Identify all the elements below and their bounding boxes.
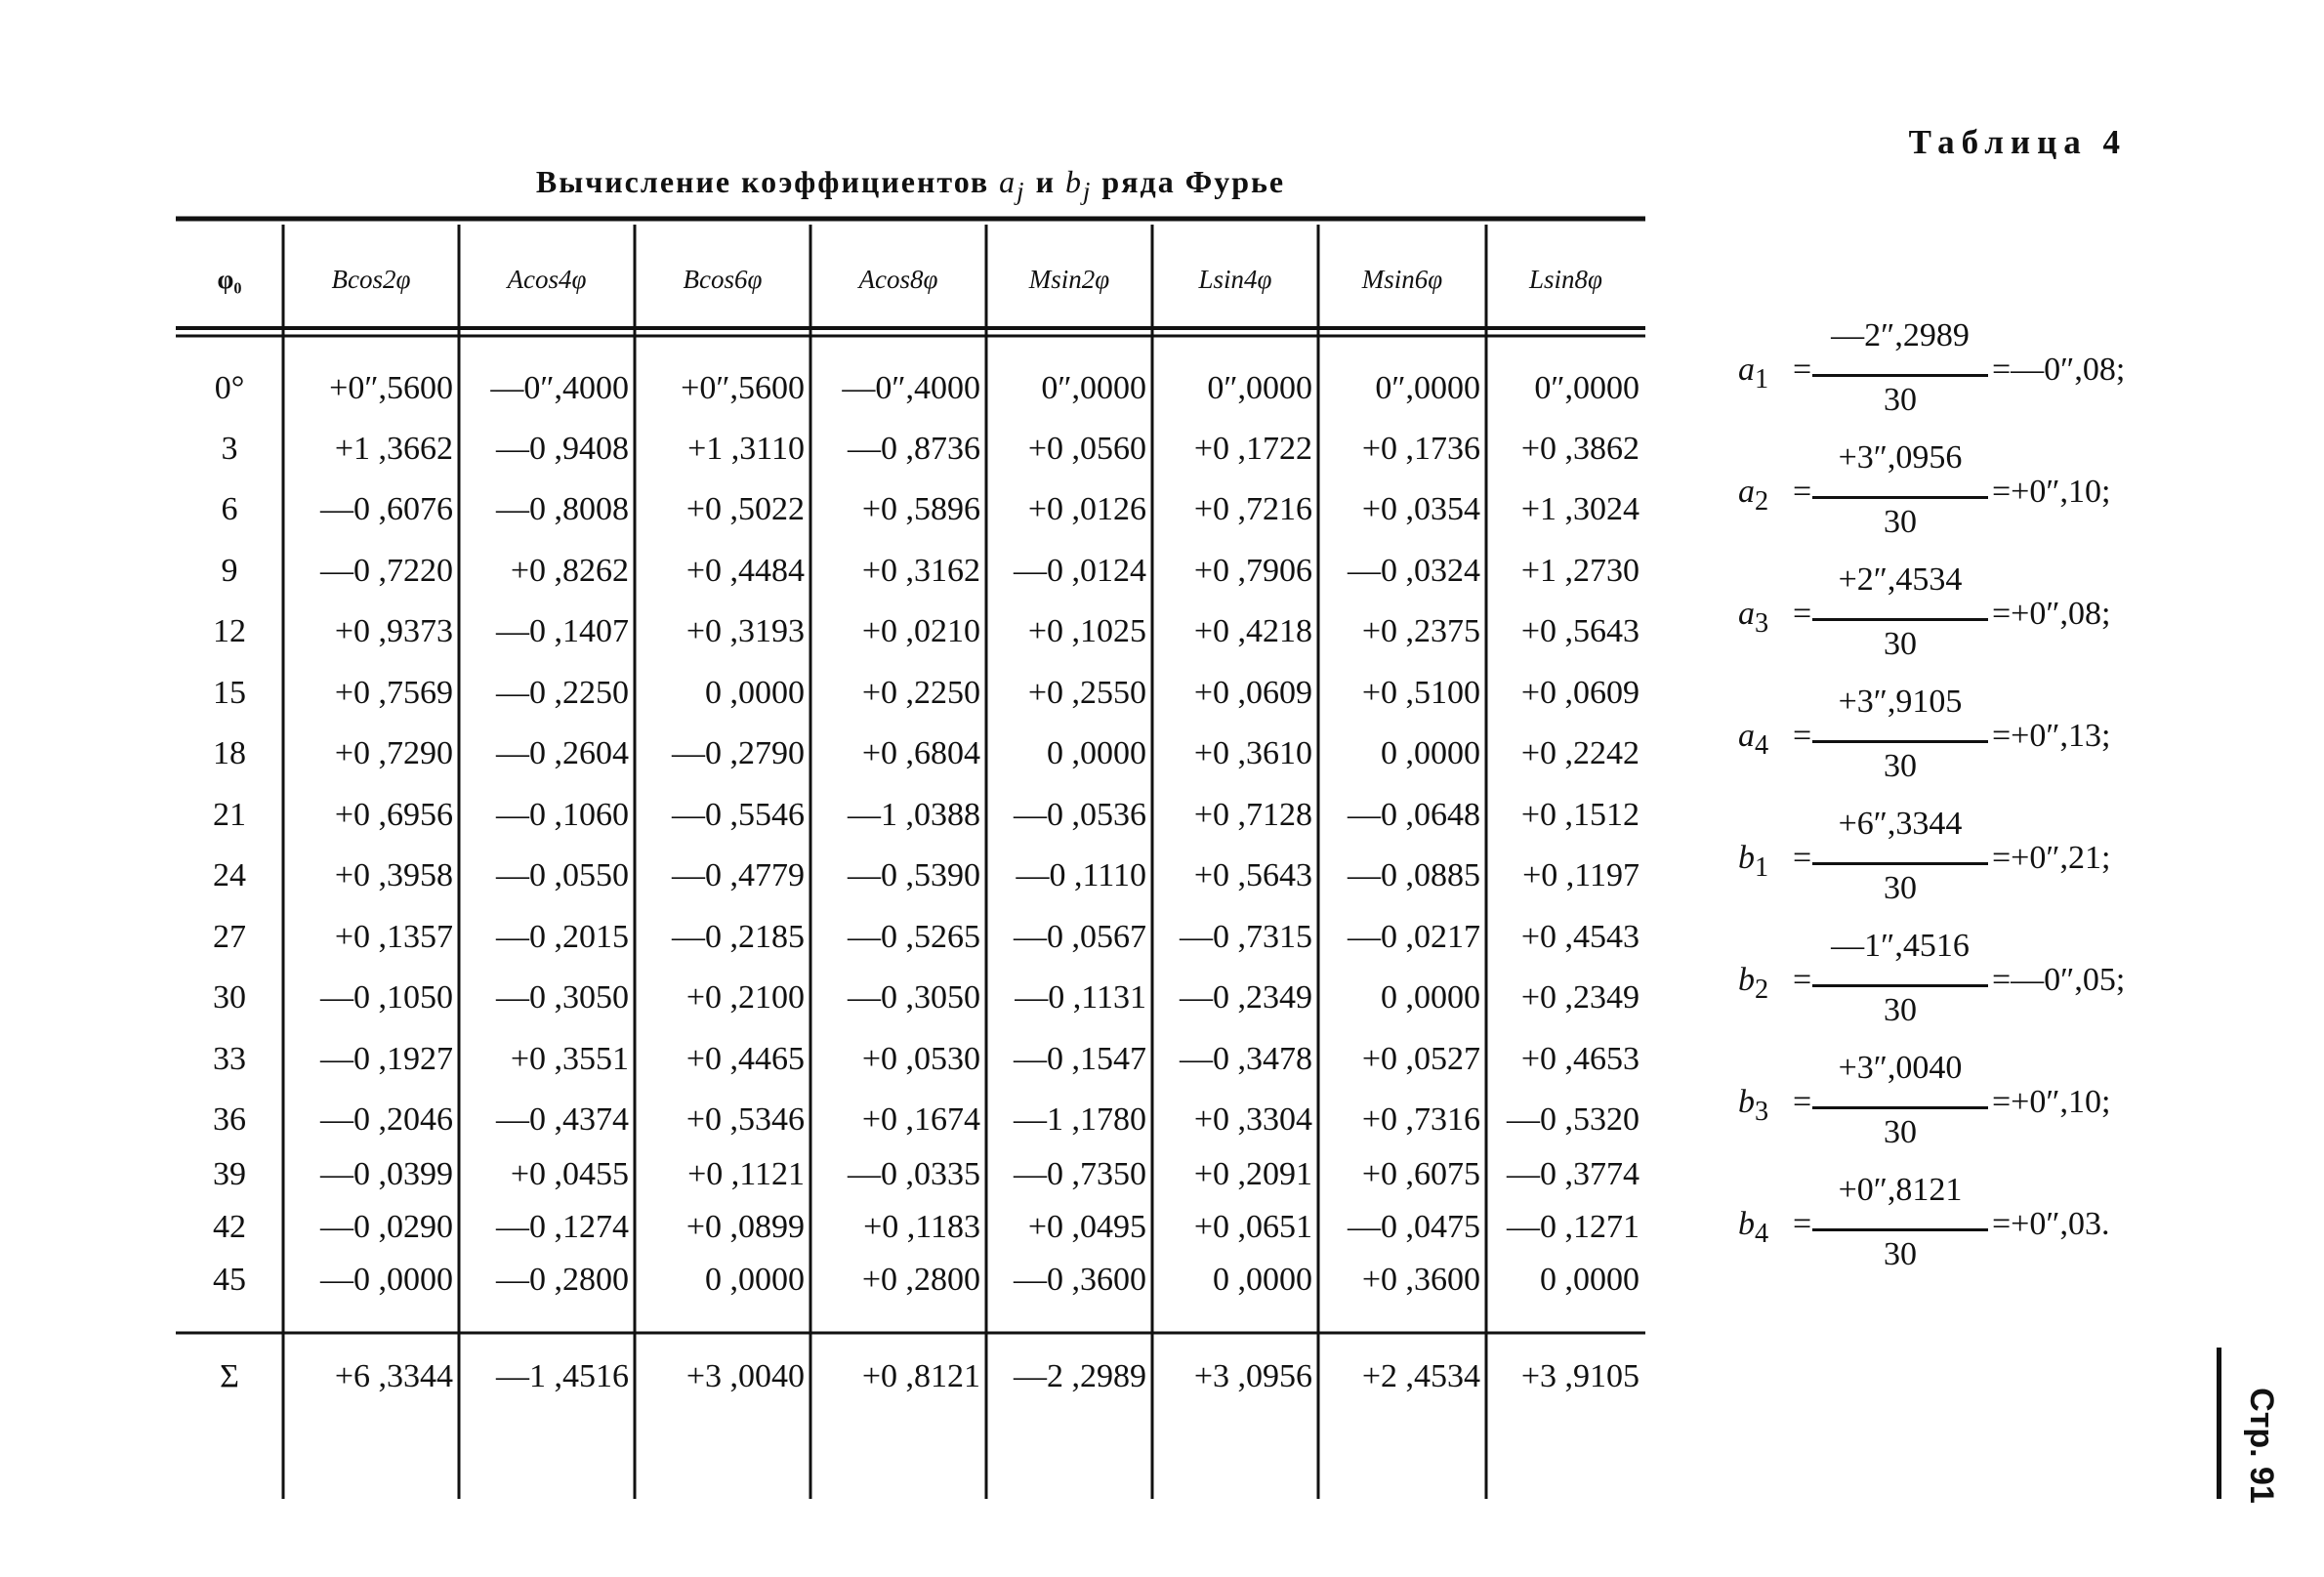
table-row-cell: —0 ,7315: [1180, 919, 1312, 955]
formula-equals: =: [1793, 474, 1812, 510]
formula-sub: 1: [1755, 851, 1769, 883]
table-row-cell: —0 ,7220: [320, 553, 453, 589]
table-row-cell: +0 ,4653: [1520, 1041, 1639, 1077]
table-row-cell: —0 ,3600: [1014, 1262, 1146, 1298]
table-row-phi: 39: [213, 1156, 246, 1192]
table-row-phi: 9: [221, 553, 238, 589]
table-row-cell: +0 ,7216: [1193, 491, 1312, 527]
formula-denominator: 30: [1884, 382, 1917, 418]
formula-result: =+0″,03.: [1992, 1206, 2110, 1242]
table-row-cell: +1 ,3662: [334, 431, 453, 467]
table-row-cell: —0 ,2604: [496, 735, 629, 771]
table-row-cell: 0 ,0000: [1213, 1262, 1312, 1298]
table-row-cell: —0 ,9408: [496, 431, 629, 467]
table-row-cell: +0 ,4218: [1193, 613, 1312, 649]
table-row-phi: 15: [213, 675, 246, 711]
table-row-cell: +0 ,0609: [1193, 675, 1312, 711]
table-row-cell: +0 ,5100: [1361, 675, 1480, 711]
table-row-cell: +0 ,2349: [1520, 979, 1639, 1016]
table-row-cell: —0 ,2015: [496, 919, 629, 955]
table-row-cell: —0 ,5265: [848, 919, 980, 955]
table-row-cell: +0 ,2091: [1193, 1156, 1312, 1192]
table-row-cell: +0 ,0560: [1027, 431, 1146, 467]
table-row-phi: 30: [213, 979, 246, 1016]
table-row-phi: 33: [213, 1041, 246, 1077]
table-row-cell: —0 ,0550: [496, 857, 629, 893]
sum-row-cell: +3 ,0040: [685, 1358, 805, 1394]
table-row-cell: +0 ,3193: [685, 613, 805, 649]
table-row-cell: —0″,4000: [490, 370, 629, 406]
formula-var: a: [1738, 718, 1755, 754]
table-row-cell: 0 ,0000: [705, 1262, 805, 1298]
table-row-phi: 27: [213, 919, 246, 955]
formula-result: =—0″,05;: [1992, 962, 2126, 998]
table-row-cell: —0 ,8736: [848, 431, 980, 467]
table-row-cell: —0 ,0290: [320, 1209, 453, 1245]
formula-sub: 3: [1755, 1096, 1769, 1127]
table-row-cell: +0 ,1722: [1193, 431, 1312, 467]
formula-result: =+0″,13;: [1992, 718, 2111, 754]
table-row-cell: 0″,0000: [1207, 370, 1312, 406]
table-row-cell: +0 ,3958: [334, 857, 453, 893]
table-row-cell: +0 ,3862: [1520, 431, 1639, 467]
formula-denominator: 30: [1884, 992, 1917, 1028]
formula-numerator: +3″,0040: [1838, 1050, 1963, 1086]
table-row-cell: +0 ,3600: [1361, 1262, 1480, 1298]
table-row-cell: —0 ,2800: [496, 1262, 629, 1298]
table-row-cell: +0 ,2800: [861, 1262, 980, 1298]
table-row-cell: —0 ,2349: [1180, 979, 1312, 1016]
table-row-cell: +0 ,7569: [334, 675, 453, 711]
caption-sub-b: j: [1083, 176, 1093, 206]
formula-equals: =: [1793, 352, 1812, 388]
table-row-cell: —0 ,0217: [1348, 919, 1480, 955]
table-row-cell: 0″,0000: [1534, 370, 1639, 406]
formula-numerator: +2″,4534: [1838, 561, 1963, 598]
formula-equals: =: [1793, 596, 1812, 632]
table-row-cell: —0 ,0124: [1014, 553, 1146, 589]
table-row-cell: +0 ,3304: [1193, 1101, 1312, 1138]
header-col: Bcos6φ: [683, 265, 763, 294]
table-row-cell: +0 ,6956: [334, 797, 453, 833]
table-row-cell: —0 ,1050: [320, 979, 453, 1016]
table-row-cell: —0 ,0567: [1014, 919, 1146, 955]
formula-var: b: [1738, 962, 1755, 998]
formula-equals: =: [1793, 1084, 1812, 1120]
table-row-phi: 3: [221, 431, 238, 467]
header-phi: φ₀: [217, 265, 242, 294]
table-row-cell: +0 ,3551: [510, 1041, 629, 1077]
table-row-phi: 36: [213, 1101, 246, 1138]
table-row-cell: —0 ,1407: [496, 613, 629, 649]
formula-var: b: [1738, 1084, 1755, 1120]
table-row-cell: +1 ,2730: [1520, 553, 1639, 589]
table-row-cell: —0 ,0536: [1014, 797, 1146, 833]
formula-result: =—0″,08;: [1992, 352, 2126, 388]
table-row-cell: —0 ,4374: [496, 1101, 629, 1138]
table-row-cell: —0″,4000: [842, 370, 980, 406]
table-row-cell: +0 ,6804: [861, 735, 980, 771]
table-row-cell: +0 ,5643: [1193, 857, 1312, 893]
table-row-cell: —1 ,0388: [848, 797, 980, 833]
table-row-cell: +0 ,7290: [334, 735, 453, 771]
table-row-cell: —0 ,5320: [1507, 1101, 1639, 1138]
sum-row-cell: +0 ,8121: [861, 1358, 980, 1394]
table-row-cell: —0 ,1547: [1014, 1041, 1146, 1077]
formula-result: =+0″,21;: [1992, 840, 2111, 876]
table-row-phi: 18: [213, 735, 246, 771]
formula-denominator: 30: [1884, 1236, 1917, 1272]
table-row-cell: —0 ,1271: [1507, 1209, 1639, 1245]
header-col: Msin6φ: [1361, 265, 1443, 294]
formula-denominator: 30: [1884, 870, 1917, 906]
formula-numerator: —1″,4516: [1831, 928, 1970, 964]
table-row-cell: +0 ,7906: [1193, 553, 1312, 589]
table-row-cell: —0 ,0324: [1348, 553, 1480, 589]
table-row-cell: —0 ,0475: [1348, 1209, 1480, 1245]
formula-result: =+0″,08;: [1992, 596, 2111, 632]
formula-var: a: [1738, 474, 1755, 510]
table-row-cell: —0 ,2046: [320, 1101, 453, 1138]
table-row-cell: —0 ,1131: [1015, 979, 1146, 1016]
table-row-cell: —0 ,1060: [496, 797, 629, 833]
table-row-cell: +0 ,2250: [861, 675, 980, 711]
table-row-cell: +0 ,0527: [1361, 1041, 1480, 1077]
table-row-cell: —1 ,1780: [1014, 1101, 1146, 1138]
table-row-cell: +0 ,0455: [510, 1156, 629, 1192]
header-col: Msin2φ: [1028, 265, 1110, 294]
table-row-cell: +0 ,0899: [685, 1209, 805, 1245]
formula-denominator: 30: [1884, 1114, 1917, 1150]
table-row-cell: 0 ,0000: [1381, 735, 1480, 771]
table-row-cell: +0 ,9373: [334, 613, 453, 649]
header-col: Lsin4φ: [1198, 265, 1272, 294]
table-row-cell: +0 ,7128: [1193, 797, 1312, 833]
formula-equals: =: [1793, 840, 1812, 876]
table-row-cell: +0 ,1357: [334, 919, 453, 955]
formula-sub: 4: [1755, 1218, 1769, 1249]
formula-var: a: [1738, 352, 1755, 388]
table-row-cell: —0 ,0000: [320, 1262, 453, 1298]
header-col: Bcos2φ: [331, 265, 411, 294]
table-row-cell: —0 ,6076: [320, 491, 453, 527]
table-row-cell: +0 ,3162: [861, 553, 980, 589]
table-row-cell: +0 ,1183: [863, 1209, 980, 1245]
table-row-cell: +0 ,1121: [687, 1156, 805, 1192]
table-row-cell: 0 ,0000: [1047, 735, 1146, 771]
table-row-cell: +0 ,5022: [685, 491, 805, 527]
table-row-cell: —0 ,2790: [672, 735, 805, 771]
table-row-cell: +0 ,0530: [861, 1041, 980, 1077]
header-col: Acos4φ: [507, 265, 587, 294]
table-row-cell: —0 ,3774: [1507, 1156, 1639, 1192]
table-row-cell: 0 ,0000: [705, 675, 805, 711]
table-row-cell: 0 ,0000: [1540, 1262, 1639, 1298]
table-row-cell: —0 ,1927: [320, 1041, 453, 1077]
table-row-cell: +0 ,0651: [1193, 1209, 1312, 1245]
formula-var: b: [1738, 1206, 1755, 1242]
table-row-cell: —0 ,2250: [496, 675, 629, 711]
table-row-cell: +0 ,2100: [685, 979, 805, 1016]
table-row-cell: —0 ,0648: [1348, 797, 1480, 833]
sum-row-cell: —1 ,4516: [496, 1358, 629, 1394]
formula-result: =+0″,10;: [1992, 1084, 2111, 1120]
formula-numerator: +0″,8121: [1838, 1172, 1963, 1208]
table-row-cell: +0 ,1736: [1361, 431, 1480, 467]
table-row-cell: +0 ,2242: [1520, 735, 1639, 771]
sum-row-cell: —2 ,2989: [1014, 1358, 1146, 1394]
formula-sub: 2: [1755, 974, 1769, 1005]
formula-sub: 2: [1755, 485, 1769, 517]
table-label: Таблица 4: [1908, 123, 2127, 161]
sum-row-cell: +3 ,0956: [1193, 1358, 1312, 1394]
table-row-phi: 21: [213, 797, 246, 833]
header-col: Lsin8φ: [1529, 265, 1602, 294]
table-row-cell: —0 ,5390: [848, 857, 980, 893]
formula-denominator: 30: [1884, 626, 1917, 662]
caption-prefix: Вычисление коэффициентов: [535, 164, 1000, 199]
table-row-cell: —0 ,1110: [1016, 857, 1146, 893]
table-row-cell: +0 ,4543: [1520, 919, 1639, 955]
table-row-phi: 6: [221, 491, 238, 527]
table-row-cell: —0 ,1274: [496, 1209, 629, 1245]
formula-equals: =: [1793, 718, 1812, 754]
table-row-cell: +0 ,5346: [685, 1101, 805, 1138]
formula-sub: 3: [1755, 607, 1769, 639]
formula-denominator: 30: [1884, 504, 1917, 540]
table-row-cell: +0 ,5896: [861, 491, 980, 527]
table-row-phi: 45: [213, 1262, 246, 1298]
table-row-cell: +0 ,0354: [1361, 491, 1480, 527]
table-row-cell: +0 ,4484: [685, 553, 805, 589]
sum-row-cell: +2 ,4534: [1361, 1358, 1480, 1394]
caption-sub-a: j: [1017, 176, 1026, 206]
table-row-cell: +0 ,0609: [1520, 675, 1639, 711]
table-row-cell: —0 ,3050: [496, 979, 629, 1016]
table-row-cell: +0 ,2550: [1027, 675, 1146, 711]
table-row-phi: 12: [213, 613, 246, 649]
table-row-cell: —0 ,5546: [672, 797, 805, 833]
table-row-cell: +0 ,1025: [1027, 613, 1146, 649]
formula-denominator: 30: [1884, 748, 1917, 784]
formula-result: =+0″,10;: [1992, 474, 2111, 510]
table-row-cell: +0″,5600: [329, 370, 453, 406]
table-row-cell: —0 ,0885: [1348, 857, 1480, 893]
table-row-cell: —0 ,2185: [672, 919, 805, 955]
caption-var-a: a: [999, 164, 1017, 199]
table-row-cell: 0 ,0000: [1381, 979, 1480, 1016]
table-row-cell: +0 ,3610: [1193, 735, 1312, 771]
header-col: Acos8φ: [858, 265, 938, 294]
table-row-phi: 42: [213, 1209, 246, 1245]
formula-sub: 4: [1755, 729, 1769, 761]
table-row-cell: +0 ,0210: [861, 613, 980, 649]
caption-conj: и: [1025, 164, 1066, 199]
formula-numerator: —2″,2989: [1831, 317, 1970, 353]
page-number-text: Стр. 91: [2242, 1387, 2280, 1504]
sum-row-cell: +6 ,3344: [334, 1358, 453, 1394]
table-row-cell: +0 ,0495: [1027, 1209, 1146, 1245]
table-row-cell: +0 ,7316: [1361, 1101, 1480, 1138]
table-row-cell: —0 ,4779: [672, 857, 805, 893]
table-row-cell: —0 ,7350: [1014, 1156, 1146, 1192]
table-row-cell: +0 ,1674: [861, 1101, 980, 1138]
table-row-cell: +1 ,3110: [687, 431, 805, 467]
formula-numerator: +3″,0956: [1838, 439, 1963, 476]
table-row-cell: +0 ,8262: [510, 553, 629, 589]
formula-sub: 1: [1755, 363, 1769, 394]
table-row-cell: +0 ,1197: [1522, 857, 1639, 893]
table-row-cell: —0 ,0335: [848, 1156, 980, 1192]
table-row-cell: +0 ,4465: [685, 1041, 805, 1077]
table-row-cell: —0 ,0399: [320, 1156, 453, 1192]
table-row-cell: 0″,0000: [1041, 370, 1146, 406]
sum-row-cell: +3 ,9105: [1520, 1358, 1639, 1394]
table-row-cell: +0 ,2375: [1361, 613, 1480, 649]
table-row-cell: +0 ,5643: [1520, 613, 1639, 649]
formula-var: b: [1738, 840, 1755, 876]
sum-row-phi: Σ: [220, 1358, 239, 1394]
table-row-phi: 24: [213, 857, 246, 893]
formula-numerator: +6″,3344: [1838, 806, 1963, 842]
caption-var-b: b: [1065, 164, 1084, 199]
table-row-cell: —0 ,8008: [496, 491, 629, 527]
formula-numerator: +3″,9105: [1838, 684, 1963, 720]
table-row-cell: +0 ,6075: [1361, 1156, 1480, 1192]
table-row-cell: +1 ,3024: [1520, 491, 1639, 527]
caption-suffix: ряда Фурье: [1092, 164, 1286, 199]
table-row-cell: —0 ,3478: [1180, 1041, 1312, 1077]
table-row-cell: +0″,5600: [681, 370, 805, 406]
formula-equals: =: [1793, 962, 1812, 998]
table-row-cell: +0 ,0126: [1027, 491, 1146, 527]
table-row-cell: 0″,0000: [1375, 370, 1480, 406]
formula-var: a: [1738, 596, 1755, 632]
table-row-cell: +0 ,1512: [1520, 797, 1639, 833]
table-row-phi: 0°: [214, 370, 245, 406]
formula-equals: =: [1793, 1206, 1812, 1242]
table-row-cell: —0 ,3050: [848, 979, 980, 1016]
